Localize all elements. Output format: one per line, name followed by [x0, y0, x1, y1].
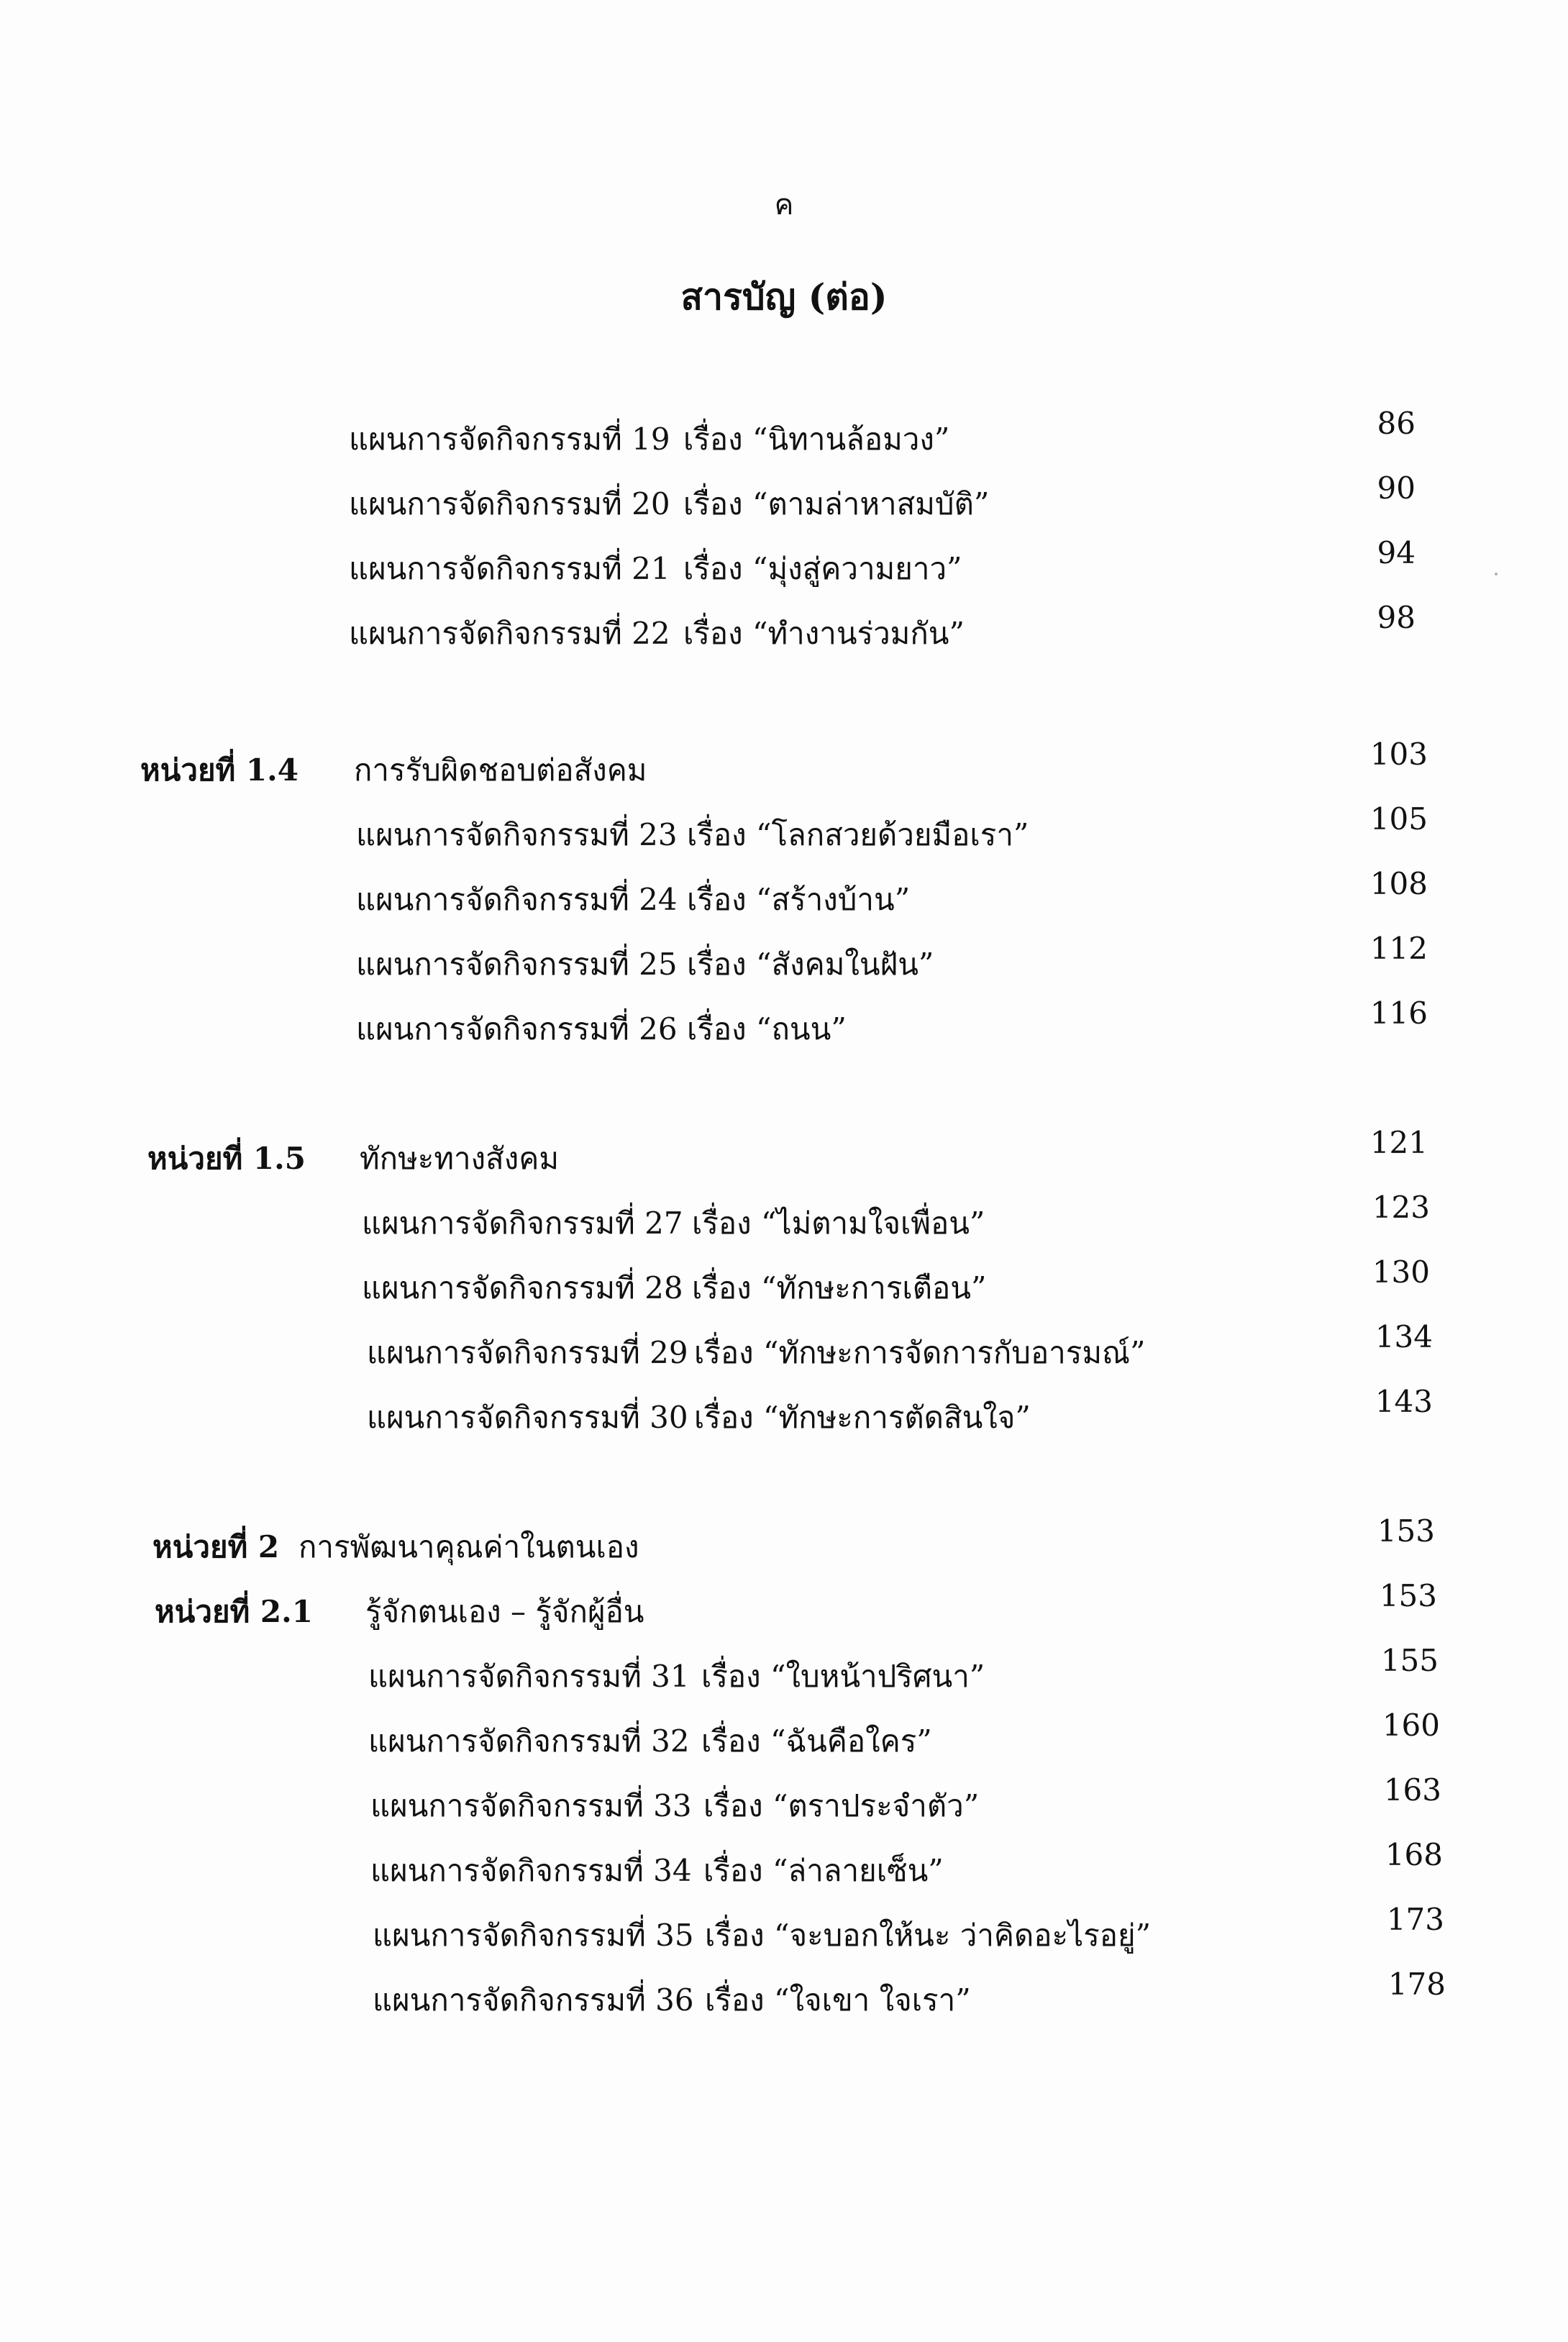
unit-entry[interactable]: [0, 1513, 1568, 1572]
toc-entry[interactable]: [0, 1643, 1568, 1702]
toc-entry[interactable]: [0, 995, 1568, 1054]
plan-name: แผนการจัดกิจกรรมที่ 28: [362, 1270, 683, 1306]
plan-name: แผนการจัดกิจกรรมที่ 24: [356, 882, 678, 917]
plan-name: แผนการจัดกิจกรรมที่ 23: [356, 817, 678, 852]
plan-topic: เรื่อง “ฉันคือใคร”: [701, 1723, 932, 1759]
plan-topic: เรื่อง “ตราประจำตัว”: [703, 1788, 980, 1823]
toc-entry[interactable]: [0, 866, 1568, 925]
plan-name: แผนการจัดกิจกรรมที่ 33: [370, 1788, 692, 1823]
plan-topic: เรื่อง “ทักษะการตัดสินใจ”: [694, 1400, 1031, 1435]
toc-entry[interactable]: [0, 1967, 1568, 2026]
unit-entry[interactable]: [0, 1125, 1568, 1184]
unit-title: การพัฒนาคุณค่าในตนเอง: [298, 1529, 639, 1564]
page-number: 123: [1372, 1190, 1430, 1225]
unit-title: ทักษะทางสังคม: [360, 1141, 560, 1176]
toc-entry[interactable]: [0, 1902, 1568, 1961]
page-number: 94: [1377, 535, 1416, 570]
plan-topic: เรื่อง “สร้างบ้าน”: [687, 882, 911, 917]
page-number: 173: [1386, 1902, 1444, 1937]
toc-entry[interactable]: [0, 406, 1568, 465]
toc-entry[interactable]: [0, 1384, 1568, 1443]
plan-name: แผนการจัดกิจกรรมที่ 22: [349, 616, 670, 651]
plan-name: แผนการจัดกิจกรรมที่ 32: [368, 1723, 690, 1759]
plan-topic: เรื่อง “ใจเขา ใจเรา”: [705, 1982, 971, 2018]
plan-name: แผนการจัดกิจกรรมที่ 20: [349, 486, 670, 521]
plan-topic: เรื่อง “ถนน”: [687, 1011, 847, 1047]
page-number: 112: [1369, 931, 1428, 966]
toc-title: สารบัญ (ต่อ): [680, 275, 888, 318]
plan-topic: เรื่อง “สังคมในฝัน”: [687, 947, 934, 982]
page-number: 86: [1377, 406, 1416, 441]
plan-topic: เรื่อง “มุ่งสู่ความยาว”: [683, 551, 962, 586]
page-number: 121: [1369, 1125, 1428, 1160]
page-number: 103: [1369, 737, 1428, 772]
plan-name: แผนการจัดกิจกรรมที่ 19: [349, 422, 670, 457]
page-number: 105: [1369, 801, 1428, 837]
toc-entry[interactable]: [0, 535, 1568, 594]
plan-topic: เรื่อง “ใบหน้าปริศนา”: [701, 1659, 985, 1694]
page-number: 130: [1372, 1254, 1430, 1290]
plan-topic: เรื่อง “จะบอกให้นะ ว่าคิดอะไรอยู่”: [705, 1918, 1152, 1953]
plan-name: แผนการจัดกิจกรรมที่ 34: [370, 1853, 692, 1888]
unit-label: หน่วยที่ 1.5: [147, 1141, 306, 1176]
toc-entry[interactable]: [0, 801, 1568, 860]
plan-topic: เรื่อง “โลกสวยด้วยมือเรา”: [687, 817, 1029, 852]
page-number: 116: [1369, 995, 1428, 1031]
page-number: 98: [1377, 600, 1416, 635]
plan-name: แผนการจัดกิจกรรมที่ 36: [373, 1982, 694, 2018]
page-number: 160: [1382, 1708, 1440, 1743]
toc-entry[interactable]: [0, 1708, 1568, 1767]
plan-topic: เรื่อง “ตามล่าหาสมบัติ”: [683, 486, 990, 521]
unit-entry[interactable]: [0, 737, 1568, 796]
unit-label: หน่วยที่ 2.1: [155, 1594, 313, 1629]
plan-name: แผนการจัดกิจกรรมที่ 35: [373, 1918, 694, 1953]
toc-entry[interactable]: [0, 931, 1568, 990]
unit-entry[interactable]: [0, 1578, 1568, 1637]
toc-entry[interactable]: [0, 1254, 1568, 1313]
toc-entry[interactable]: [0, 1772, 1568, 1831]
page-number: 108: [1369, 866, 1428, 901]
plan-topic: เรื่อง “ล่าลายเซ็น”: [703, 1853, 944, 1888]
plan-name: แผนการจัดกิจกรรมที่ 25: [356, 947, 678, 982]
toc-entry[interactable]: [0, 600, 1568, 659]
plan-name: แผนการจัดกิจกรรมที่ 26: [356, 1011, 678, 1047]
toc-entry[interactable]: [0, 1837, 1568, 1896]
page-number: 90: [1377, 470, 1416, 506]
plan-name: แผนการจัดกิจกรรมที่ 31: [368, 1659, 690, 1694]
page-number: 178: [1387, 1967, 1446, 2002]
plan-name: แผนการจัดกิจกรรมที่ 21: [349, 551, 670, 586]
plan-name: แผนการจัดกิจกรรมที่ 30: [367, 1400, 688, 1435]
unit-label: หน่วยที่ 2: [152, 1529, 280, 1564]
page-number: 153: [1377, 1513, 1435, 1549]
plan-topic: เรื่อง “ทักษะการเตือน”: [692, 1270, 987, 1306]
plan-name: แผนการจัดกิจกรรมที่ 27: [362, 1206, 683, 1241]
plan-topic: เรื่อง “ไม่ตามใจเพื่อน”: [692, 1206, 985, 1241]
page-number: 168: [1385, 1837, 1443, 1872]
page-letter: ค: [774, 188, 794, 222]
toc-entry[interactable]: [0, 470, 1568, 529]
unit-label: หน่วยที่ 1.4: [140, 752, 298, 788]
plan-topic: เรื่อง “ทักษะการจัดการกับอารมณ์”: [694, 1335, 1146, 1370]
page-number: 143: [1375, 1384, 1433, 1419]
page-number: 163: [1383, 1772, 1441, 1808]
toc-entry[interactable]: [0, 1190, 1568, 1249]
toc-entry[interactable]: [0, 1319, 1568, 1378]
plan-name: แผนการจัดกิจกรรมที่ 29: [367, 1335, 688, 1370]
scan-speck: [1495, 573, 1498, 575]
plan-topic: เรื่อง “ทำงานร่วมกัน”: [683, 616, 965, 651]
page-number: 155: [1380, 1643, 1439, 1678]
unit-title: การรับผิดชอบต่อสังคม: [354, 752, 647, 788]
page-number: 153: [1379, 1578, 1437, 1613]
plan-topic: เรื่อง “นิทานล้อมวง”: [683, 422, 950, 457]
unit-title: รู้จักตนเอง – รู้จักผู้อื่น: [365, 1594, 644, 1629]
page-number: 134: [1375, 1319, 1433, 1354]
